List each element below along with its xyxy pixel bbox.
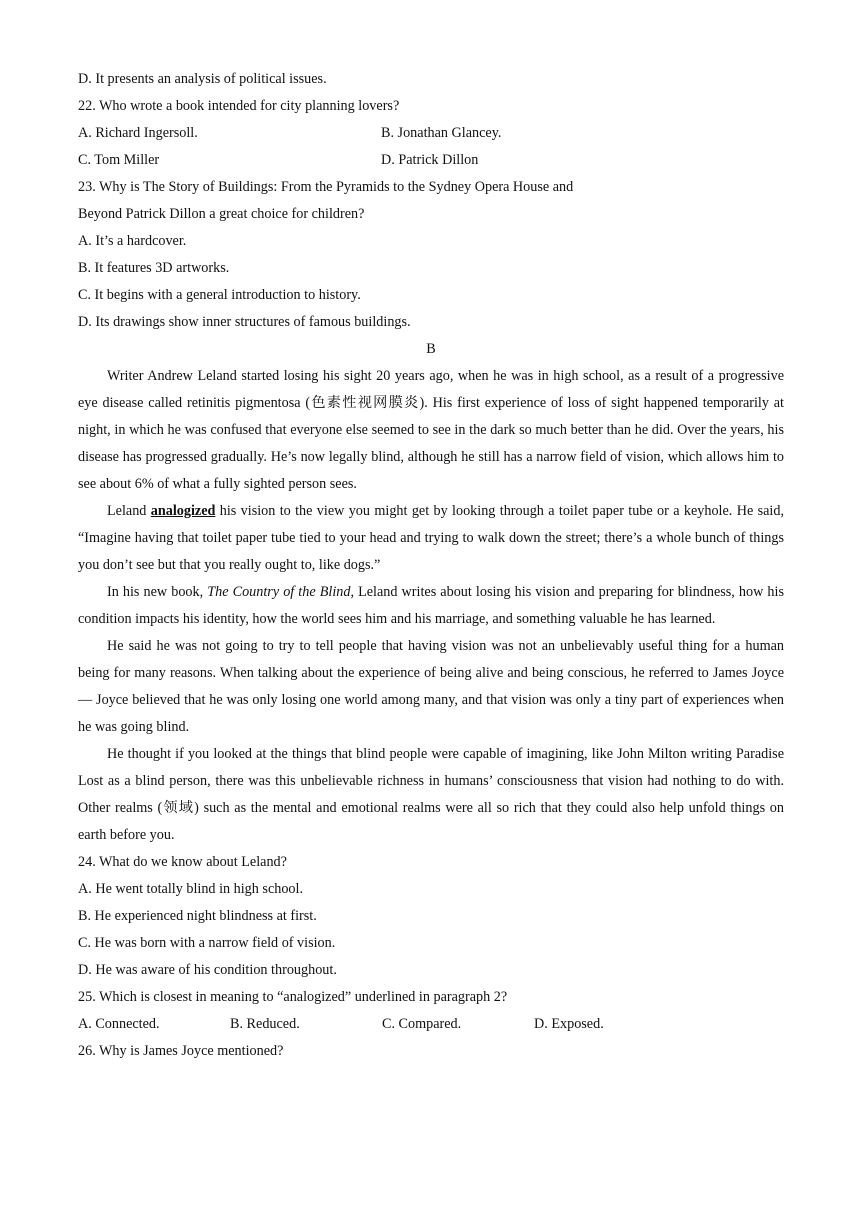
section-b-heading: B [426, 341, 436, 357]
passage-paragraph-1: Writer Andrew Leland started losing his sight 20 years ago, when he was in high school, as a result of a progressive eye disease called retinitis pigmentosa (色素性视网膜炎). His first experience of loss of sight happened temporarily at night, in which he was confused that everyone else seemed to see in the dark so much better than he did. Over the years, his disease has progressed gradually. He’s now legally blind, although he still has a narrow field of vision, which allows him to see about 6% of what a fully sighted person sees. [78, 368, 784, 492]
q24-option-c: C. He was born with a narrow field of vision. [78, 935, 336, 951]
q24-option-a: A. He went totally blind in high school. [78, 881, 304, 897]
passage-paragraph-3 [78, 579, 784, 633]
p3-rest: , Leland writes about losing his vision and preparing for blindness, how his condition impacts his identity, how the world sees him and his marriage, and something valuable he has learned. [78, 584, 784, 627]
q22-option-a: A. Richard Ingersoll. [78, 125, 198, 141]
q25-options-row [78, 1011, 784, 1038]
q23-question-line2: Beyond Patrick Dillon a great choice for children? [78, 206, 365, 222]
document-page [78, 66, 784, 1065]
q23-option-b: B. It features 3D artworks. [78, 260, 230, 276]
q23-option-d: D. Its drawings show inner structures of famous buildings. [78, 314, 411, 330]
q25-option-a: A. Connected. [78, 1016, 160, 1032]
q22-question: 22. Who wrote a book intended for city planning lovers? [78, 98, 400, 114]
q23-option-a: A. It’s a hardcover. [78, 233, 187, 249]
q22-options-row2 [78, 147, 784, 174]
q21-option-d: D. It presents an analysis of political issues. [78, 71, 327, 87]
p2-rest: his vision to the view you might get by looking through a toilet paper tube or a keyhole. He said, “Imagine having that toilet paper tube tied to your head and trying to walk down the street; there’s a whole bunch of things you don’t see but that you really ought to, like dogs.” [78, 503, 784, 573]
q24-option-b: B. He experienced night blindness at first. [78, 908, 317, 924]
q24-option-d: D. He was aware of his condition throughout. [78, 962, 337, 978]
p3-start: In his new book, [107, 584, 208, 600]
q22-options-row1 [78, 120, 784, 147]
q26-question: 26. Why is James Joyce mentioned? [78, 1043, 284, 1059]
q24-question: 24. What do we know about Leland? [78, 854, 287, 870]
p2-start: Leland [107, 503, 151, 519]
q25-option-b: B. Reduced. [230, 1016, 300, 1032]
passage-paragraph-2 [78, 498, 784, 579]
q25-option-c: C. Compared. [382, 1016, 462, 1032]
underlined-word: analogized [150, 503, 216, 519]
passage-paragraph-4: He said he was not going to try to tell people that having vision was not an unbelievably useful thing for a human being for many reasons. When talking about the experience of being alive and being conscious, he referred to James Joyce — Joyce believed that he was only losing one world among many, and that vision was only a tiny part of experiences when he was going blind. [78, 638, 784, 735]
q23-option-c: C. It begins with a general introduction to history. [78, 287, 361, 303]
q25-question: 25. Which is closest in meaning to “analogized” underlined in paragraph 2? [78, 989, 508, 1005]
q23-question-line1: 23. Why is The Story of Buildings: From the Pyramids to the Sydney Opera House and [78, 179, 574, 195]
book-title: The Country of the Blind [207, 584, 351, 600]
q22-option-c: C. Tom Miller [78, 152, 160, 168]
q22-option-d: D. Patrick Dillon [381, 152, 479, 168]
q25-option-d: D. Exposed. [534, 1016, 604, 1032]
q22-option-b: B. Jonathan Glancey. [381, 125, 502, 141]
passage-paragraph-5: He thought if you looked at the things that blind people were capable of imagining, like John Milton writing Paradise Lost as a blind person, there was this unbelievable richness in humans’ consciousness that vision had nothing to do with. Other realms (领域) such as the mental and emotional realms were all so rich that they could also help unfold things on earth before you. [78, 746, 784, 843]
